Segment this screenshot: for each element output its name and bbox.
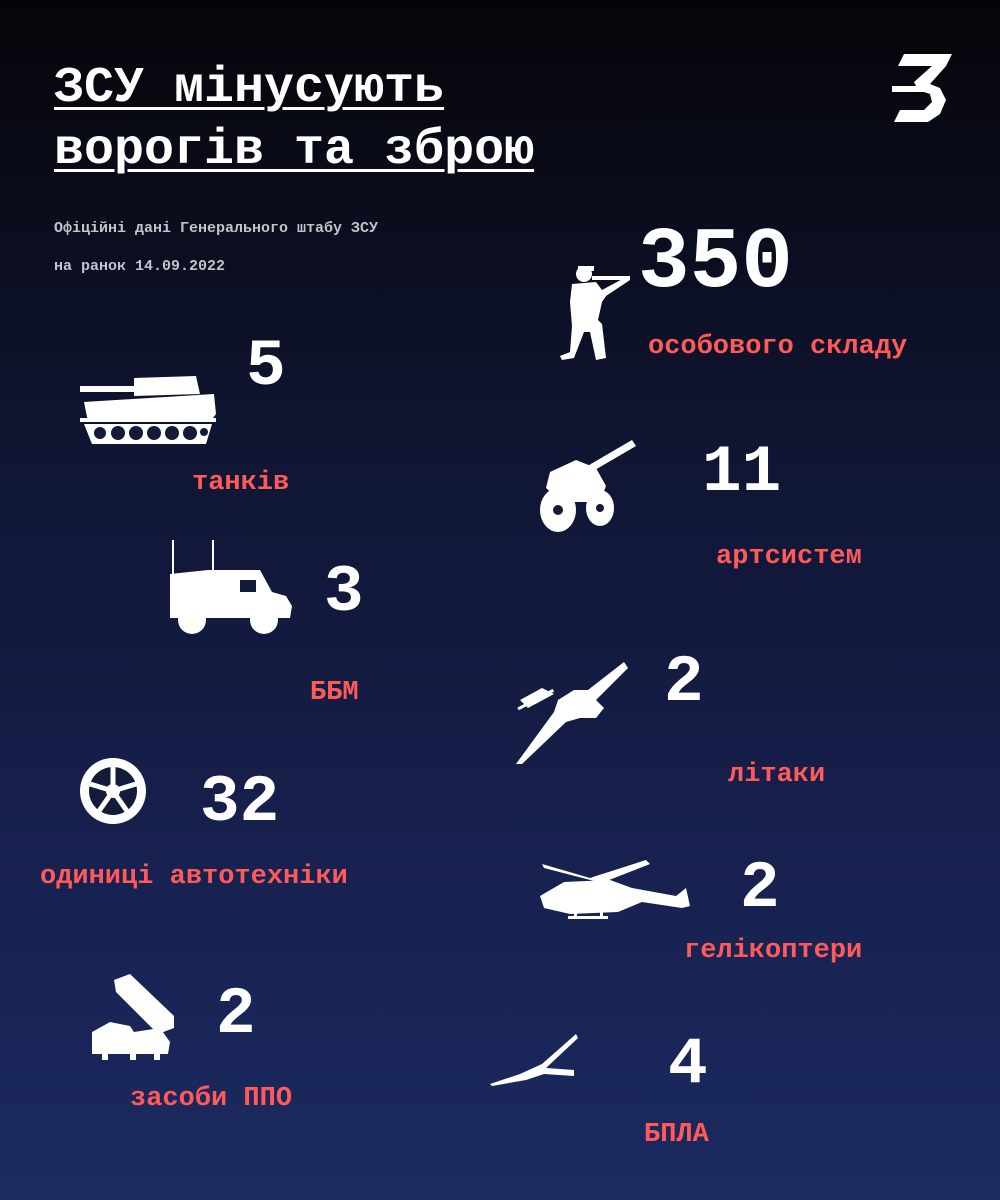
uav-label: БПЛА bbox=[644, 1120, 709, 1150]
armored-vehicle-icon bbox=[168, 540, 296, 638]
wheel-icon bbox=[78, 756, 148, 826]
artillery-count: 11 bbox=[702, 435, 782, 510]
apv-label: ББМ bbox=[310, 678, 359, 708]
apv-count: 3 bbox=[324, 555, 364, 630]
source-text: Офіційні дані Генерального штабу ЗСУ bbox=[54, 220, 379, 237]
tank-icon bbox=[78, 372, 218, 450]
air-defense-label: засоби ППО bbox=[130, 1084, 293, 1114]
personnel-count: 350 bbox=[638, 214, 793, 312]
helicopter-icon bbox=[534, 856, 694, 932]
helicopters-count: 2 bbox=[740, 851, 780, 926]
page-title bbox=[54, 58, 534, 182]
aircraft-label: літаки bbox=[728, 760, 826, 790]
date-text: на ранок 14.09.2022 bbox=[54, 258, 226, 275]
title-line-1: ЗСУ мінусують bbox=[54, 60, 445, 117]
vehicles-label: одиниці автотехніки bbox=[40, 862, 348, 892]
drone-icon bbox=[490, 1030, 580, 1090]
tanks-label: танків bbox=[192, 468, 290, 498]
airplane-icon bbox=[514, 660, 628, 768]
personnel-label: особового складу bbox=[648, 332, 908, 362]
helicopters-label: гелікоптери bbox=[684, 936, 863, 966]
title-line-2: ворогів та зброю bbox=[54, 122, 535, 179]
tanks-count: 5 bbox=[246, 329, 286, 404]
artillery-icon bbox=[536, 440, 638, 534]
aircraft-count: 2 bbox=[664, 645, 704, 720]
uav-count: 4 bbox=[668, 1027, 708, 1102]
air-defense-count: 2 bbox=[216, 977, 256, 1052]
logo-icon bbox=[890, 48, 956, 126]
vehicles-count: 32 bbox=[200, 765, 280, 840]
artillery-label: артсистем bbox=[716, 542, 862, 572]
soldier-icon bbox=[558, 262, 632, 364]
air-defense-icon bbox=[90, 972, 182, 1062]
